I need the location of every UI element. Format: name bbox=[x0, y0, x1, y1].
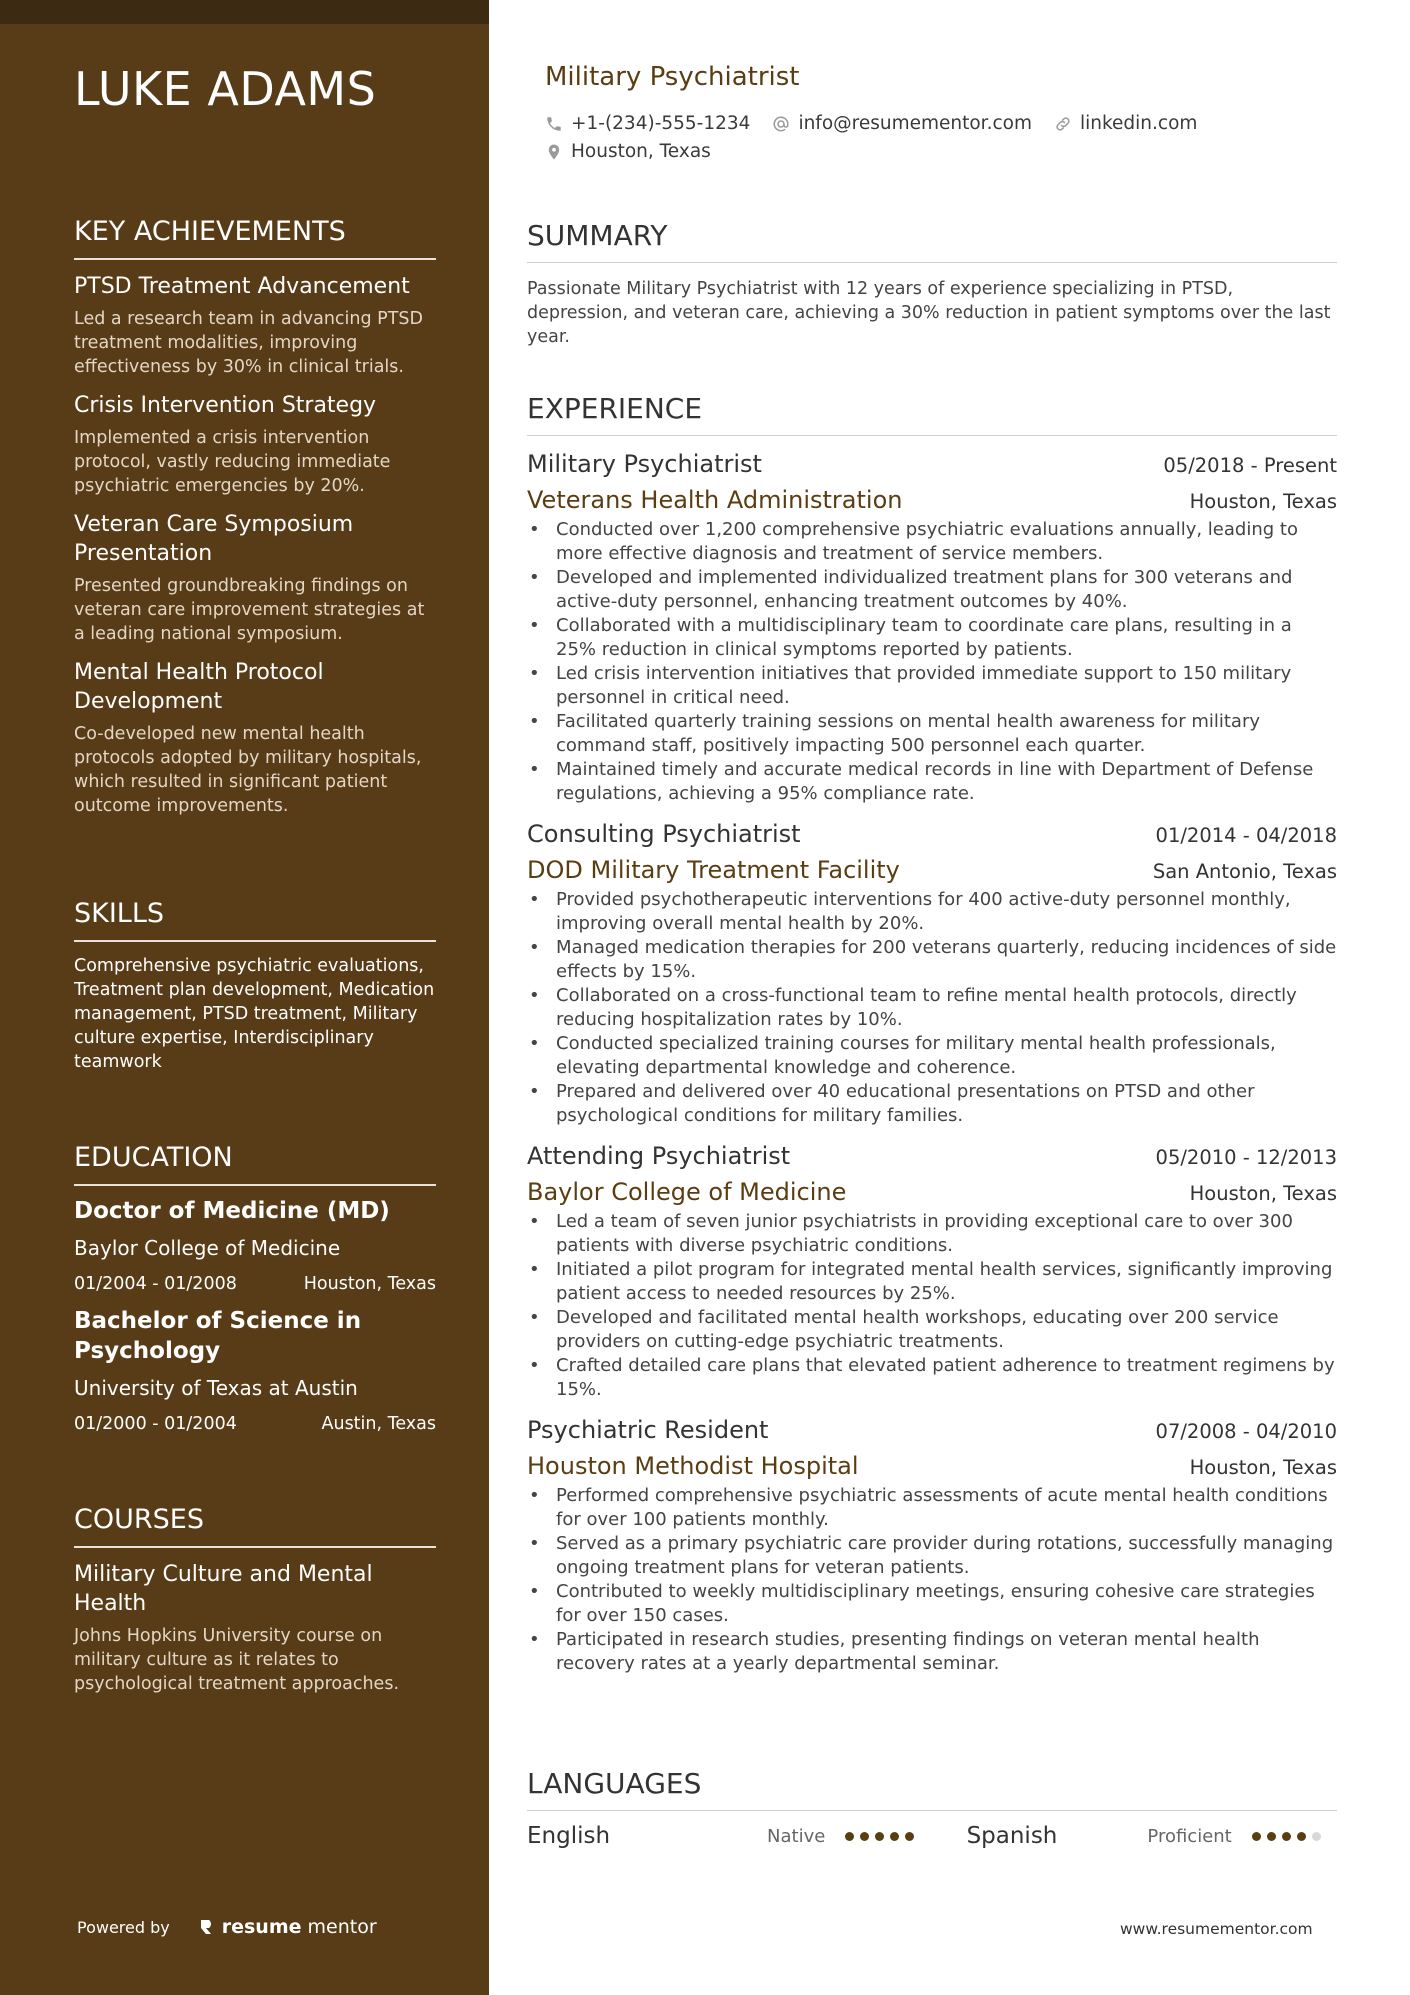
job-dates: 05/2018 - Present bbox=[1163, 454, 1337, 477]
link-icon bbox=[1054, 115, 1072, 133]
job-bullet: • Participated in research studies, presenting findings on veteran mental health recovery rates at a yearly departmental seminar. bbox=[527, 1628, 1337, 1676]
job-title: Military Psychiatrist bbox=[527, 450, 762, 478]
job-bullet: • Contributed to weekly multidisciplinary meetings, ensuring cohesive care strategies for over 150 cases. bbox=[527, 1580, 1337, 1628]
language-dots bbox=[845, 1832, 930, 1841]
education-dates: 01/2004 - 01/2008 bbox=[74, 1274, 237, 1294]
proficiency-dot-filled bbox=[875, 1832, 884, 1841]
job-bullet: • Provided psychotherapeutic interventions for 400 active-duty personnel monthly, improving overall mental health by 20%. bbox=[527, 888, 1337, 936]
proficiency-dot-empty bbox=[1312, 1832, 1321, 1841]
achievement-item bbox=[74, 272, 436, 379]
job-bullet: • Crafted detailed care plans that elevated patient adherence to treatment regimens by 15%. bbox=[527, 1354, 1337, 1402]
job-dates: 05/2010 - 12/2013 bbox=[1155, 1146, 1337, 1169]
job-location: Houston, Texas bbox=[1189, 490, 1337, 513]
courses-heading: COURSES bbox=[74, 1502, 436, 1548]
job-bullets bbox=[527, 518, 1337, 806]
powered-by bbox=[77, 1916, 377, 1938]
course-item bbox=[74, 1560, 436, 1696]
achievement-title: PTSD Treatment Advancement bbox=[74, 274, 410, 299]
proficiency-dot-filled bbox=[1297, 1832, 1306, 1841]
job-entry bbox=[527, 1140, 1337, 1402]
location-text: Houston, Texas bbox=[571, 141, 711, 162]
job-entry bbox=[527, 818, 1337, 1128]
achievement-item bbox=[74, 510, 436, 646]
job-org: Baylor College of Medicine bbox=[527, 1178, 847, 1206]
skills-text: Comprehensive psychiatric evaluations, Treatment plan development, Medication management, PTSD treatment, Military culture expertise, Interdisciplinary teamwork bbox=[74, 956, 435, 1072]
job-location: San Antonio, Texas bbox=[1152, 860, 1337, 883]
achievement-desc: Co-developed new mental health protocols adopted by military hospitals, which resulted in significant patient outcome improvements. bbox=[74, 724, 422, 816]
achievement-item bbox=[74, 391, 436, 498]
achievement-desc: Presented groundbreaking findings on veteran care improvement strategies at a leading national symposium. bbox=[74, 576, 425, 644]
key-achievements-section bbox=[74, 214, 436, 818]
sidebar bbox=[0, 0, 489, 1995]
job-bullet: • Led a team of seven junior psychiatrists in providing exceptional care to over 300 patients with diverse psychiatric conditions. bbox=[527, 1210, 1337, 1258]
education-school: University of Texas at Austin bbox=[74, 1376, 358, 1400]
job-bullets bbox=[527, 1484, 1337, 1676]
job-bullets bbox=[527, 888, 1337, 1128]
contact-linkedin[interactable] bbox=[1054, 113, 1197, 134]
key-achievements-heading: KEY ACHIEVEMENTS bbox=[74, 214, 436, 260]
job-bullets bbox=[527, 1210, 1337, 1402]
skills-section bbox=[74, 896, 436, 1074]
job-bullet: • Developed and facilitated mental health workshops, educating over 200 service providers on cutting-edge psychiatric treatments. bbox=[527, 1306, 1337, 1354]
proficiency-dot-filled bbox=[890, 1832, 899, 1841]
education-degree: Doctor of Medicine (MD) bbox=[74, 1198, 390, 1224]
contact-row-location bbox=[545, 141, 711, 162]
brand-bold: resume bbox=[221, 1916, 302, 1938]
phone-icon bbox=[545, 115, 563, 133]
experience-heading: EXPERIENCE bbox=[527, 391, 1337, 436]
proficiency-dot-filled bbox=[1267, 1832, 1276, 1841]
proficiency-dot-filled bbox=[845, 1832, 854, 1841]
at-icon bbox=[772, 115, 790, 133]
job-bullet: • Maintained timely and accurate medical records in line with Department of Defense regulations, achieving a 95% compliance rate. bbox=[527, 758, 1337, 806]
job-location: Houston, Texas bbox=[1189, 1456, 1337, 1479]
language-name: English bbox=[527, 1823, 611, 1849]
location-pin-icon bbox=[545, 143, 563, 161]
job-org: DOD Military Treatment Facility bbox=[527, 856, 900, 884]
achievement-desc: Implemented a crisis intervention protocol, vastly reducing immediate psychiatric emergencies by 20%. bbox=[74, 428, 391, 496]
skills-heading: SKILLS bbox=[74, 896, 436, 942]
language-level: Native bbox=[767, 1825, 826, 1847]
education-school: Baylor College of Medicine bbox=[74, 1236, 341, 1260]
contact-location bbox=[545, 141, 711, 162]
proficiency-dot-filled bbox=[1282, 1832, 1291, 1841]
experience-section bbox=[527, 391, 1337, 1676]
sidebar-top-band bbox=[0, 0, 489, 24]
job-location: Houston, Texas bbox=[1189, 1182, 1337, 1205]
job-title: Attending Psychiatrist bbox=[527, 1142, 791, 1170]
language-level: Proficient bbox=[1147, 1825, 1232, 1847]
education-section bbox=[74, 1140, 436, 1436]
achievement-title: Mental Health Protocol Development bbox=[74, 660, 324, 714]
contact-row bbox=[545, 113, 1197, 134]
education-heading: EDUCATION bbox=[74, 1140, 436, 1186]
powered-by-label: Powered by bbox=[77, 1917, 170, 1937]
proficiency-dot-filled bbox=[1252, 1832, 1261, 1841]
language-dots bbox=[1252, 1832, 1337, 1841]
job-bullet: • Managed medication therapies for 200 veterans quarterly, reducing incidences of side effects by 15%. bbox=[527, 936, 1337, 984]
email-text: info@resumementor.com bbox=[798, 113, 1032, 134]
brand-light: mentor bbox=[307, 1916, 377, 1938]
proficiency-dot-filled bbox=[860, 1832, 869, 1841]
footer-url[interactable]: www.resumementor.com bbox=[1120, 1920, 1313, 1938]
job-dates: 07/2008 - 04/2010 bbox=[1155, 1420, 1337, 1443]
language-name: Spanish bbox=[966, 1823, 1058, 1849]
achievement-title: Veteran Care Symposium Presentation bbox=[74, 512, 354, 566]
job-entry bbox=[527, 448, 1337, 806]
contact-phone[interactable] bbox=[545, 113, 750, 134]
phone-text: +1-(234)-555-1234 bbox=[571, 113, 751, 134]
education-location: Houston, Texas bbox=[303, 1274, 436, 1294]
education-degree: Bachelor of Science in Psychology bbox=[74, 1308, 362, 1364]
languages-section bbox=[527, 1766, 1337, 1849]
job-bullet: • Prepared and delivered over 40 educational presentations on PTSD and other psychological conditions for military families. bbox=[527, 1080, 1337, 1128]
candidate-name: LUKE ADAMS bbox=[74, 62, 377, 116]
job-bullet: • Facilitated quarterly training sessions on mental health awareness for military command staff, positively impacting 500 personnel each quarter. bbox=[527, 710, 1337, 758]
linkedin-text: linkedin.com bbox=[1079, 113, 1198, 134]
course-title: Military Culture and Mental Health bbox=[74, 1562, 373, 1616]
job-bullet: • Developed and implemented individualized treatment plans for 300 veterans and active-duty personnel, enhancing treatment outcomes by 40%. bbox=[527, 566, 1337, 614]
job-bullet: • Conducted specialized training courses for military mental health professionals, elevating departmental knowledge and coherence. bbox=[527, 1032, 1337, 1080]
proficiency-dot-filled bbox=[905, 1832, 914, 1841]
job-bullet: • Performed comprehensive psychiatric assessments of acute mental health conditions for over 100 patients monthly. bbox=[527, 1484, 1337, 1532]
job-bullet: • Initiated a pilot program for integrated mental health services, significantly improving patient access to needed resources by 25%. bbox=[527, 1258, 1337, 1306]
job-bullet: • Led crisis intervention initiatives that provided immediate support to 150 military personnel in critical need. bbox=[527, 662, 1337, 710]
job-dates: 01/2014 - 04/2018 bbox=[1155, 824, 1337, 847]
contact-email[interactable] bbox=[772, 113, 1032, 134]
job-title: Consulting Psychiatrist bbox=[527, 820, 801, 848]
job-bullet: • Conducted over 1,200 comprehensive psychiatric evaluations annually, leading to more effective diagnosis and treatment of service members. bbox=[527, 518, 1337, 566]
education-item bbox=[74, 1196, 436, 1296]
education-location: Austin, Texas bbox=[321, 1414, 436, 1434]
job-org: Veterans Health Administration bbox=[527, 486, 903, 514]
job-bullet: • Collaborated with a multidisciplinary team to coordinate care plans, resulting in a 25% reduction in clinical symptoms reported by patients. bbox=[527, 614, 1337, 662]
education-dates: 01/2000 - 01/2004 bbox=[74, 1414, 237, 1434]
brand-logo[interactable] bbox=[198, 1916, 377, 1938]
brand-mark-icon bbox=[198, 1918, 216, 1936]
summary-text: Passionate Military Psychiatrist with 12 years of experience specializing in PTSD, depression, and veteran care, achieving a 30% reduction in patient symptoms over the last year. bbox=[527, 279, 1331, 347]
education-item bbox=[74, 1306, 436, 1436]
languages-heading: LANGUAGES bbox=[527, 1766, 1337, 1811]
summary-heading: SUMMARY bbox=[527, 218, 1337, 263]
job-bullet: • Served as a primary psychiatric care provider during rotations, successfully managing ongoing treatment plans for veteran patients. bbox=[527, 1532, 1337, 1580]
job-entry bbox=[527, 1414, 1337, 1676]
job-bullet: • Collaborated on a cross-functional team to refine mental health protocols, directly reducing hospitalization rates by 10%. bbox=[527, 984, 1337, 1032]
achievement-title: Crisis Intervention Strategy bbox=[74, 393, 377, 418]
headline: Military Psychiatrist bbox=[545, 62, 800, 92]
courses-section bbox=[74, 1502, 436, 1696]
achievement-desc: Led a research team in advancing PTSD treatment modalities, improving effectiveness by 30% in clinical trials. bbox=[74, 309, 423, 377]
job-title: Psychiatric Resident bbox=[527, 1416, 769, 1444]
summary-section bbox=[527, 218, 1337, 349]
course-desc: Johns Hopkins University course on military culture as it relates to psychological treatment approaches. bbox=[74, 1626, 400, 1694]
achievement-item bbox=[74, 658, 436, 818]
job-org: Houston Methodist Hospital bbox=[527, 1452, 859, 1480]
